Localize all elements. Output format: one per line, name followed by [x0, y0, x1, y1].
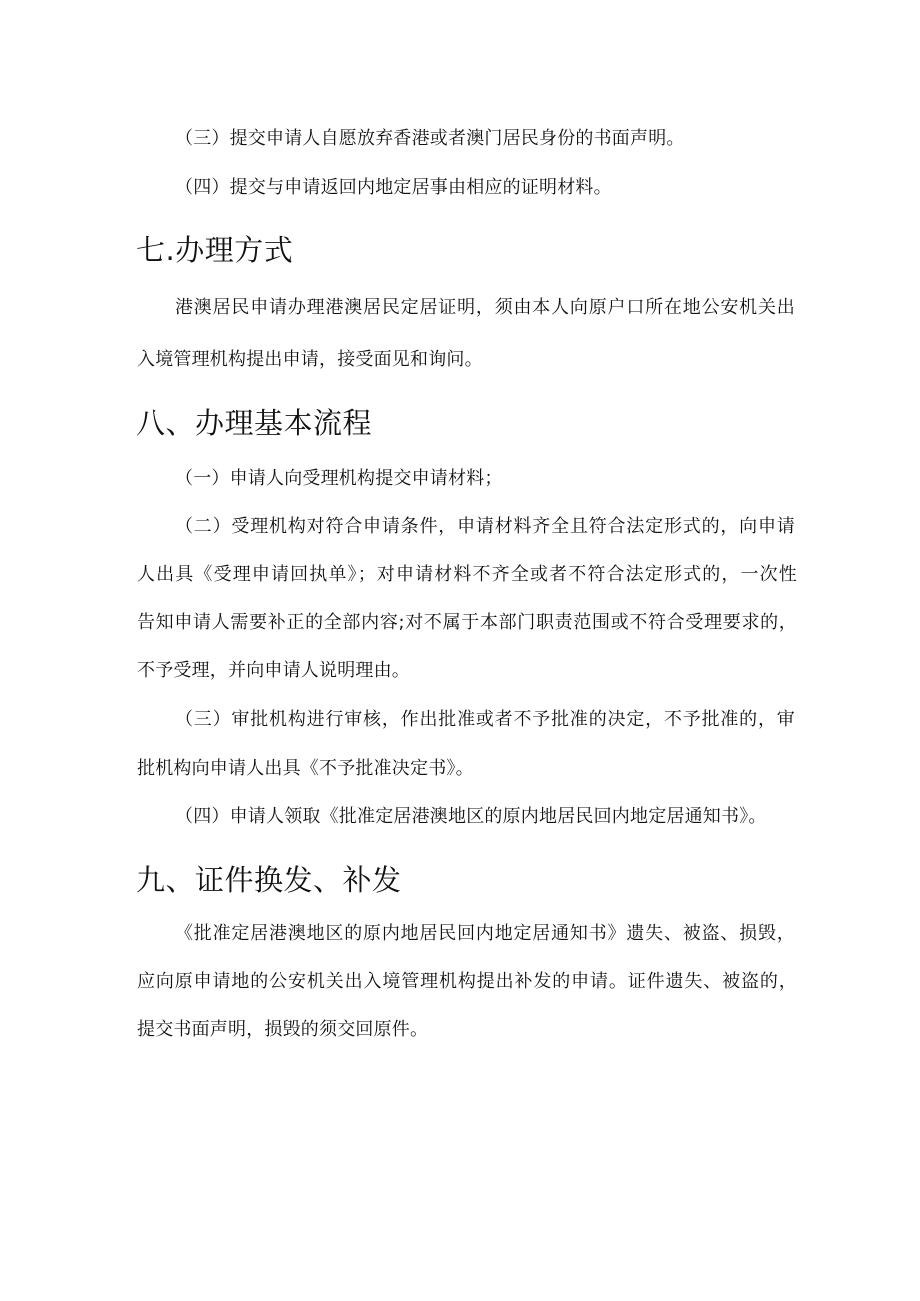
- section-8-item-3-line-1: （三）审批机构进行审核，作出批准或者不予批准的决定，不予批准的，审: [175, 709, 795, 730]
- section-8-item-4: （四）申请人领取《批准定居港澳地区的原内地居民回内地定居通知书》。: [175, 806, 767, 827]
- prev-item-4: （四）提交与申请返回内地定居事由相应的证明材料。: [175, 177, 612, 198]
- section-9-para-line-2: 应向原申请地的公安机关出入境管理机构提出补发的申请。证件遗失、被盗的，: [137, 971, 797, 992]
- section-8-item-1: （一）申请人向受理机构提交申请材料；: [175, 468, 503, 489]
- section-8-title: 八、办理基本流程: [136, 406, 373, 440]
- section-9-title: 九、证件换发、补发: [136, 863, 402, 897]
- section-9-para-line-1: 《批准定居港澳地区的原内地居民回内地定居通知书》遗失、被盗、损毁，: [175, 923, 795, 944]
- section-7-title: 七.办理方式: [136, 233, 294, 267]
- section-9-para-line-3: 提交书面声明，损毁的须交回原件。: [137, 1019, 429, 1040]
- section-8-item-2-line-1: （二）受理机构对符合申请条件，申请材料齐全且符合法定形式的，向申请: [175, 516, 795, 537]
- section-7-para-line-2: 入境管理机构提出申请，接受面见和询问。: [137, 349, 483, 370]
- prev-item-3: （三）提交申请人自愿放弃香港或者澳门居民身份的书面声明。: [175, 128, 685, 149]
- section-8-item-2-line-4: 不予受理，并向申请人说明理由。: [137, 660, 410, 681]
- section-8-item-2-line-2: 人出具《受理申请回执单》；对申请材料不齐全或者不符合法定形式的，一次性: [137, 564, 797, 585]
- section-7-para-line-1: 港澳居民申请办理港澳居民定居证明，须由本人向原户口所在地公安机关出: [175, 297, 795, 318]
- section-8-item-2-line-3: 告知申请人需要补正的全部内容;对不属于本部门职责范围或不符合受理要求的，: [137, 612, 797, 633]
- section-8-item-3-line-2: 批机构向申请人出具《不予批准决定书》。: [137, 758, 474, 779]
